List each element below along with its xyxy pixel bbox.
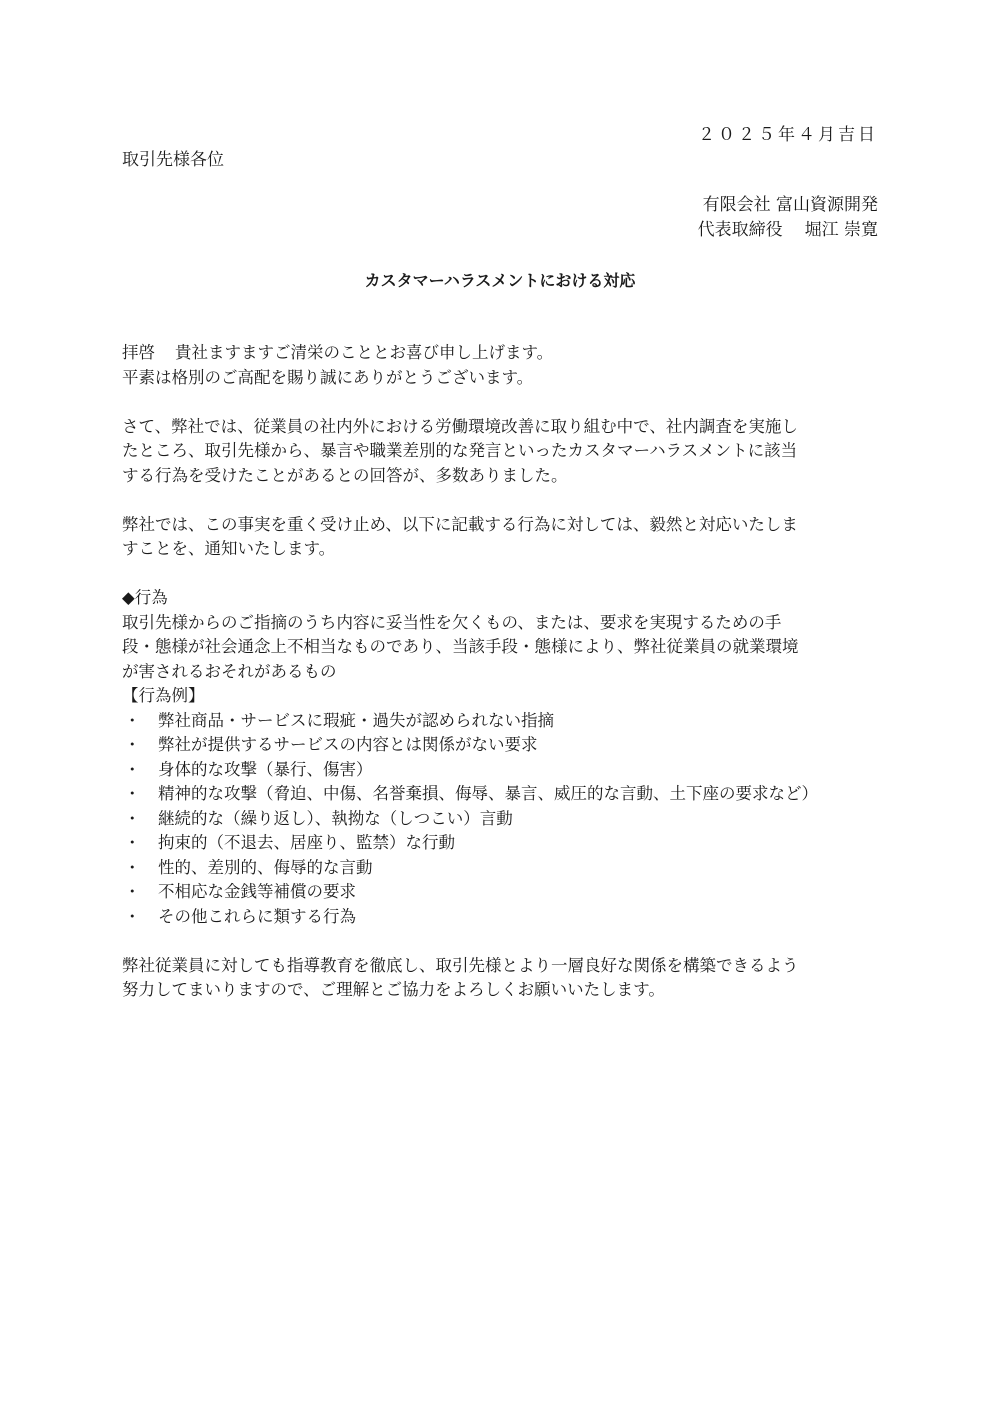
behavior-heading: ◆行為 — [122, 588, 168, 607]
greeting-line-1 — [122, 341, 892, 366]
greeting-opening-word: 拝啓 — [122, 343, 155, 362]
behavior-description-line: 段・態様が社会通念上不相当なものであり、当該手段・態様により、弊社従業員の就業環境 — [122, 637, 799, 656]
list-item-text: 不相応な金銭等補償の要求 — [158, 882, 356, 901]
bullet: ・ — [124, 808, 141, 828]
list-item-text: 継続的な（繰り返し）、執拗な（しつこい）言動 — [158, 808, 513, 828]
examples-heading: 【行為例】 — [122, 686, 205, 705]
bullet: ・ — [124, 906, 141, 926]
behavior-description-line: が害されるおそれがあるもの — [122, 661, 337, 681]
list-item — [122, 733, 892, 758]
bullet: ・ — [124, 857, 141, 877]
document-date: ２０２５年４月吉日 — [698, 125, 878, 145]
bullet: ・ — [124, 735, 141, 754]
bullet: ・ — [124, 882, 141, 901]
paragraph-2-line: すことを、通知いたします。 — [122, 539, 336, 558]
list-item-text: 性的、差別的、侮辱的な言動 — [158, 857, 373, 877]
addressee: 取引先様各位 — [122, 150, 224, 170]
paragraph-2-line: 弊社では、この事実を重く受け止め、以下に記載する行為に対しては、毅然と対応いたしま — [122, 514, 798, 534]
list-item — [122, 709, 892, 734]
paragraph-1-line: する行為を受けたことがあるとの回答が、多数ありました。 — [122, 465, 568, 485]
list-item — [122, 807, 892, 832]
list-item-text: 弊社が提供するサービスの内容とは関係がない要求 — [158, 735, 538, 754]
bullet: ・ — [124, 833, 141, 852]
closing-line: 弊社従業員に対しても指導教育を徹底し、取引先様とより一層良好な関係を構築できるよう — [122, 955, 799, 975]
greeting-line-2: 平素は格別のご高配を賜り誠にありがとうございます。 — [122, 367, 534, 387]
representative-title: 代表取締役 — [697, 220, 783, 240]
company-name: 有限会社 富山資源開発 — [702, 195, 878, 215]
list-item — [122, 831, 892, 856]
representative-name: 堀江 崇寛 — [804, 220, 878, 240]
list-item — [122, 758, 892, 783]
list-item-text: その他これらに類する行為 — [158, 906, 356, 926]
list-item-text: 弊社商品・サービスに瑕疵・過失が認められない指摘 — [158, 710, 554, 730]
behavior-description-line: 取引先様からのご指摘のうち内容に妥当性を欠くもの、または、要求を実現するための手 — [122, 612, 782, 632]
bullet: ・ — [124, 759, 141, 779]
list-item — [122, 856, 892, 881]
list-item — [122, 782, 892, 807]
greeting-line-1-text: 貴社ますますご清栄のこととお喜び申し上げます。 — [175, 343, 554, 362]
sender-block — [698, 193, 878, 243]
examples-list — [122, 709, 892, 930]
list-item-text: 精神的な攻撃（脅迫、中傷、名誉棄損、侮辱、暴言、威圧的な言動、土下座の要求など） — [158, 784, 818, 803]
document-body — [122, 341, 892, 1003]
list-item — [122, 880, 892, 905]
paragraph-1-line: たところ、取引先様から、暴言や職業差別的な発言といったカスタマーハラスメントに該当 — [122, 441, 798, 460]
paragraph-1-line: さて、弊社では、従業員の社内外における労働環境改善に取り組む中で、社内調査を実施し — [122, 416, 798, 436]
bullet: ・ — [124, 784, 141, 803]
representative — [698, 218, 878, 243]
list-item-text: 拘束的（不退去、居座り、監禁）な行動 — [158, 833, 455, 852]
closing-line: 努力してまいりますので、ご理解とご協力をよろしくお願いいたします。 — [122, 980, 665, 999]
list-item — [122, 905, 892, 930]
bullet: ・ — [124, 710, 141, 730]
document-title: カスタマーハラスメントにおける対応 — [364, 271, 636, 290]
list-item-text: 身体的な攻撃（暴行、傷害） — [158, 759, 373, 779]
